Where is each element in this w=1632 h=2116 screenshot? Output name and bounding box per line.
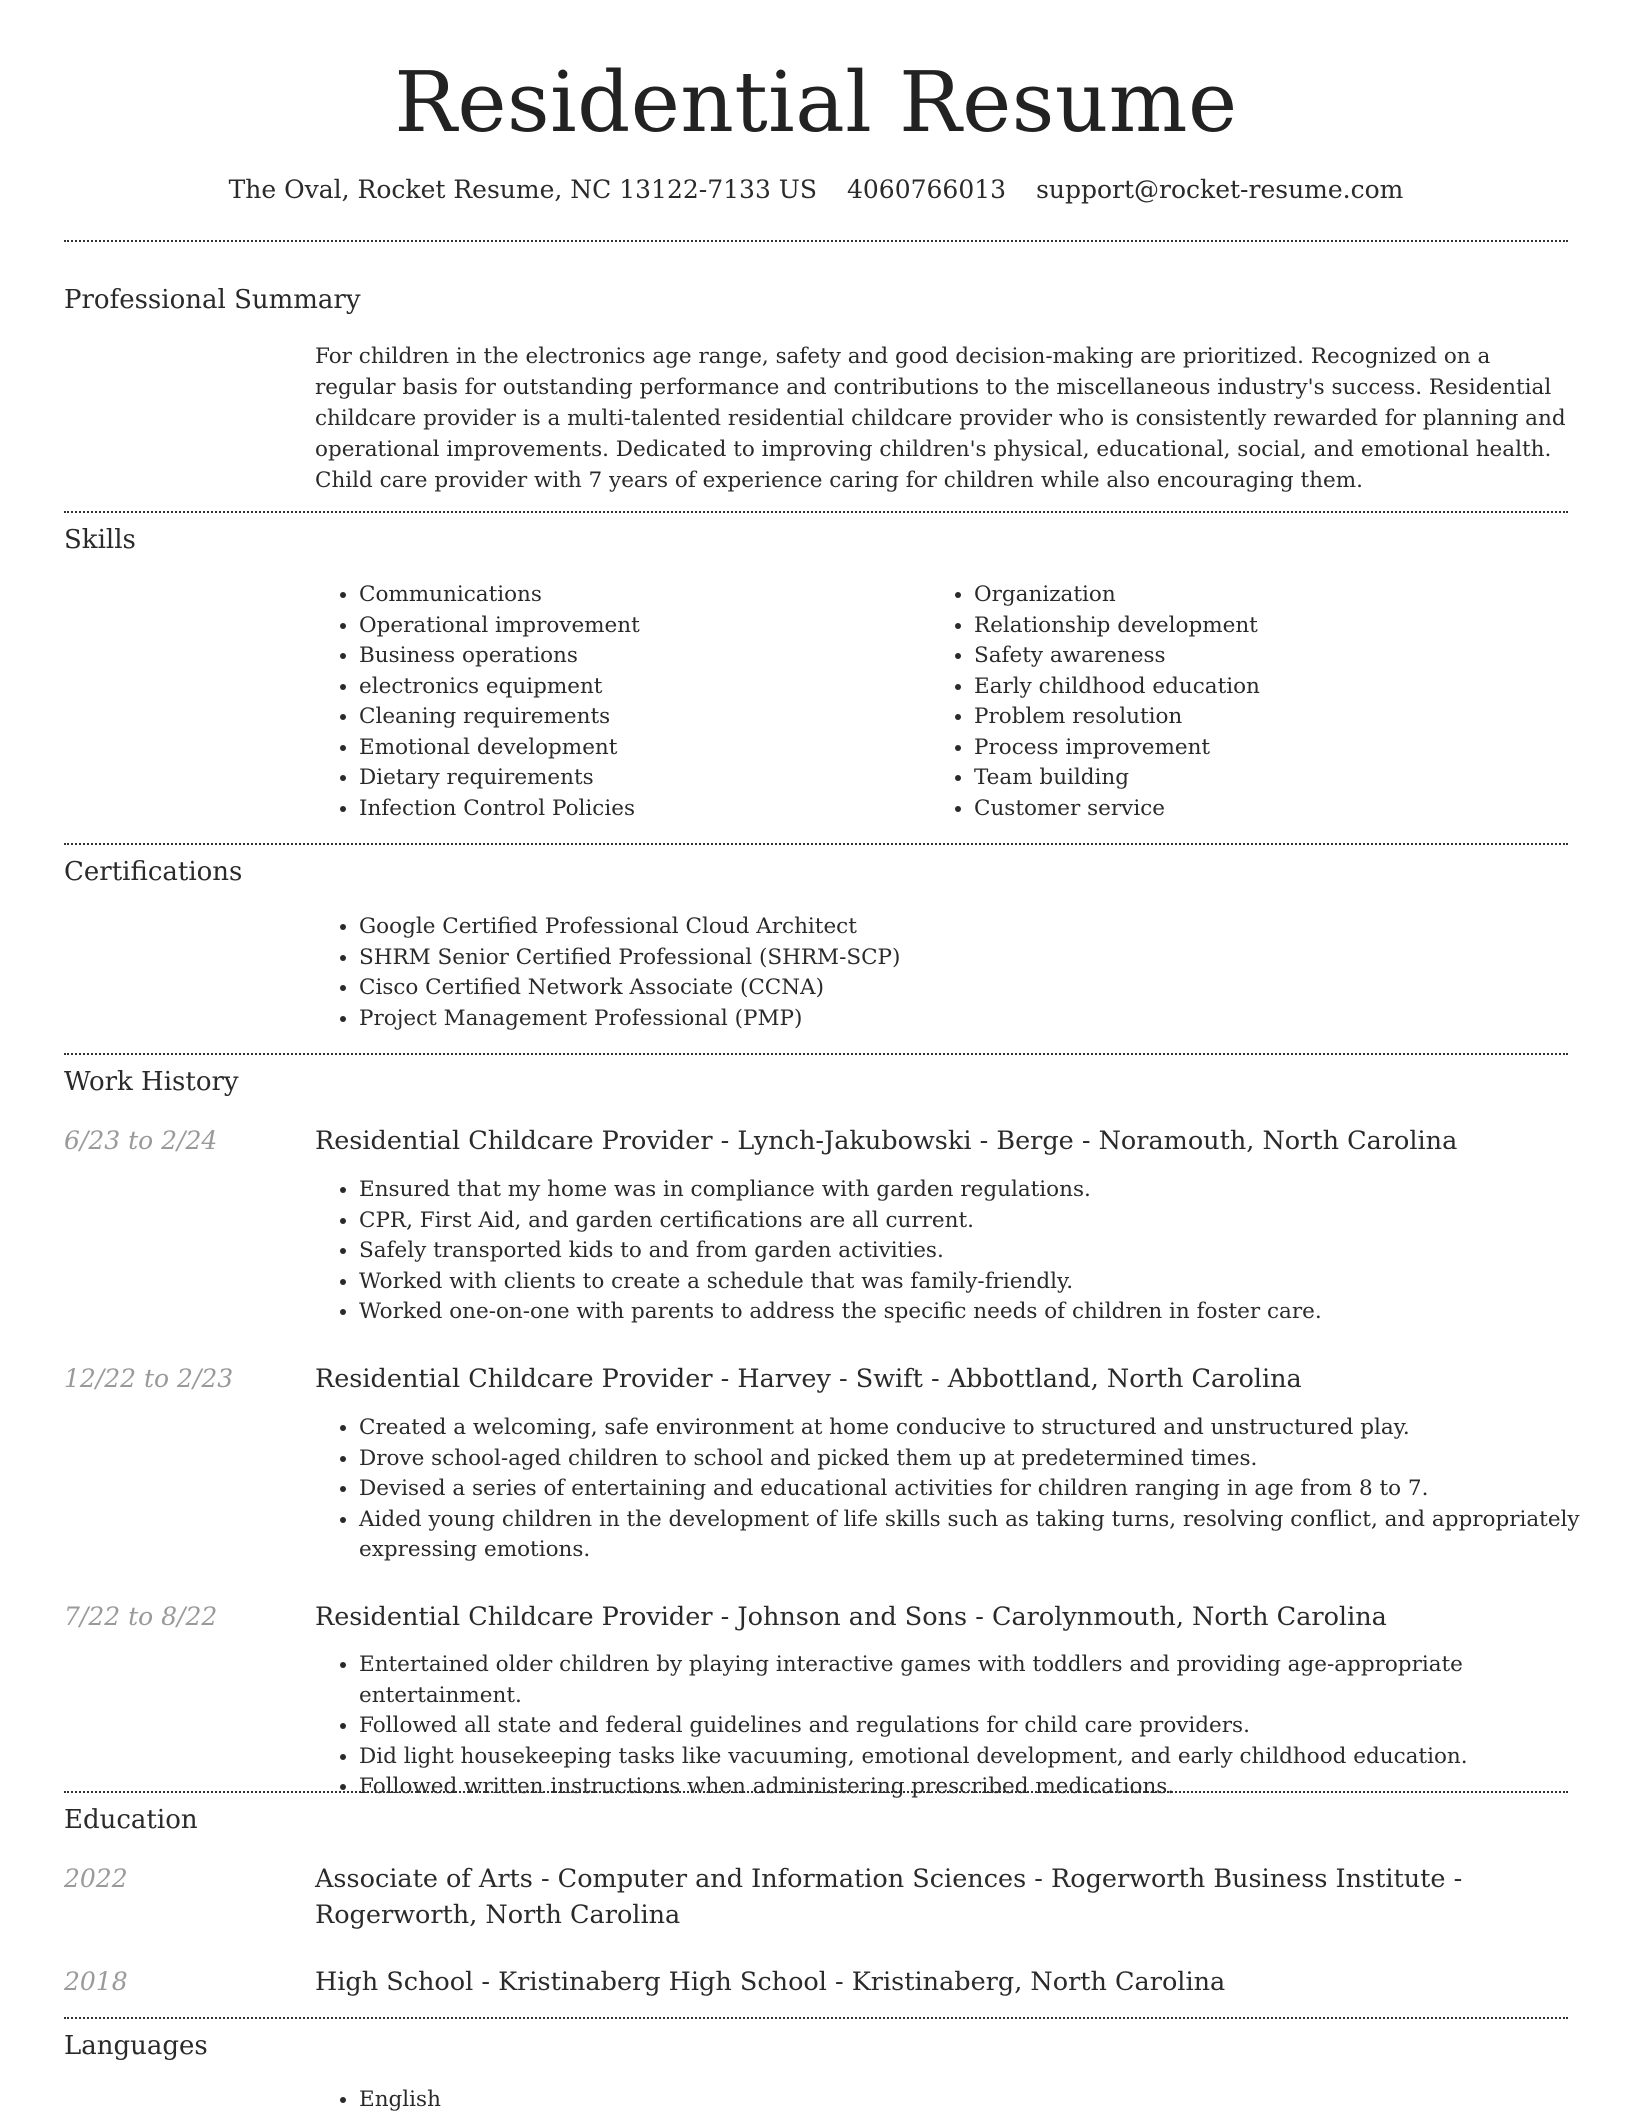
job-bullets (315, 1175, 1612, 1328)
contact-phone: 4060766013 (847, 175, 1007, 204)
job-title: Residential Childcare Provider - Harvey - Swift - Abbottland, North Carolina (315, 1364, 1302, 1394)
education-year: 2018 (64, 1967, 128, 1996)
section-divider (64, 2017, 1568, 2019)
job-bullet: • Ensured that my home was in compliance with garden regulations. (359, 1175, 1612, 1206)
skill-item: • Team building (974, 763, 1574, 794)
job-bullet: • Created a welcoming, safe environment at home conducive to structured and unstructured play. (359, 1413, 1612, 1444)
skill-item: • Process improvement (974, 733, 1574, 764)
skill-item: • Dietary requirements (359, 763, 929, 794)
certification-item: • Cisco Certified Network Associate (CCNA) (359, 973, 1559, 1004)
skill-item: • Communications (359, 580, 929, 611)
section-title-certifications: Certifications (64, 857, 243, 887)
job-bullet: • Safely transported kids to and from garden activities. (359, 1236, 1612, 1267)
education-year: 2022 (64, 1864, 128, 1893)
skill-item: • electronics equipment (359, 672, 929, 703)
skill-item: • Relationship development (974, 611, 1574, 642)
section-divider (64, 1791, 1568, 1793)
section-title-languages: Languages (64, 2031, 208, 2061)
resume-name: Residential Resume (394, 54, 1238, 151)
job-bullets (315, 1413, 1612, 1566)
skill-item: • Emotional development (359, 733, 929, 764)
certification-item: • Google Certified Professional Cloud Architect (359, 912, 1559, 943)
education-title: High School - Kristinaberg High School - Kristinaberg, North Carolina (315, 1967, 1226, 1997)
job-bullet: • Followed all state and federal guidelines and regulations for child care providers. (359, 1711, 1612, 1742)
skills-list-left (315, 580, 929, 824)
languages-list (315, 2085, 1559, 2116)
summary-text: For children in the electronics age range, safety and good decision-making are prioritized. Recognized on a regular basis for outstanding performance and contributions to the miscellaneous industry's success. Residential childcare provider is a multi-talented residential childcare provider who is consistently rewarded for planning and operational improvements. Dedicated to improving children's physical, educational, social, and emotional health. Child care provider with 7 years of experience caring for children while also encouraging them. (315, 344, 1566, 493)
skill-item: • Safety awareness (974, 641, 1574, 672)
job-dates: 6/23 to 2/24 (64, 1126, 218, 1155)
skill-item: • Early childhood education (974, 672, 1574, 703)
skill-item: • Customer service (974, 794, 1574, 825)
section-title-work: Work History (64, 1067, 239, 1097)
contact-line (0, 172, 1632, 208)
job-bullet: • Worked one-on-one with parents to address the specific needs of children in foster care. (359, 1297, 1612, 1328)
section-title-education: Education (64, 1805, 198, 1835)
skill-item: • Problem resolution (974, 702, 1574, 733)
skill-item: • Cleaning requirements (359, 702, 929, 733)
skill-item: • Operational improvement (359, 611, 929, 642)
language-item: • English (359, 2085, 1559, 2116)
certification-item: • SHRM Senior Certified Professional (SHRM-SCP) (359, 943, 1559, 974)
certifications-list (315, 912, 1559, 1034)
section-title-skills: Skills (64, 525, 136, 555)
job-bullet: • Worked with clients to create a schedule that was family-friendly. (359, 1267, 1612, 1298)
skill-item: • Business operations (359, 641, 929, 672)
skill-item: • Infection Control Policies (359, 794, 929, 825)
contact-address: The Oval, Rocket Resume, NC 13122-7133 US (228, 175, 817, 204)
section-divider (64, 843, 1568, 845)
job-title: Residential Childcare Provider - Lynch-Jakubowski - Berge - Noramouth, North Carolina (315, 1126, 1458, 1156)
job-bullet: • Followed written instructions when administering prescribed medications. (359, 1772, 1612, 1803)
contact-email: support@rocket-resume.com (1036, 175, 1404, 204)
skill-item: • Organization (974, 580, 1574, 611)
job-bullet: • Devised a series of entertaining and educational activities for children ranging in age from 8 to 7. (359, 1474, 1612, 1505)
section-title-summary: Professional Summary (64, 285, 361, 315)
job-bullets (315, 1650, 1612, 1803)
job-bullet: • Entertained older children by playing interactive games with toddlers and providing age-appropriate entertainment. (359, 1650, 1612, 1711)
job-dates: 12/22 to 2/23 (64, 1364, 234, 1393)
job-bullet: • CPR, First Aid, and garden certifications are all current. (359, 1206, 1612, 1237)
certification-item: • Project Management Professional (PMP) (359, 1004, 1559, 1035)
job-title: Residential Childcare Provider - Johnson and Sons - Carolynmouth, North Carolina (315, 1602, 1387, 1632)
job-bullet: • Drove school-aged children to school and picked them up at predetermined times. (359, 1444, 1612, 1475)
skills-list-right (930, 580, 1574, 824)
education-title: Associate of Arts - Computer and Information Sciences - Rogerworth Business Institute - Rogerworth, North Carolina (315, 1864, 1463, 1930)
section-divider (64, 1053, 1568, 1055)
section-divider (64, 511, 1568, 513)
job-bullet: • Aided young children in the development of life skills such as taking turns, resolving conflict, and appropriately expressing emotions. (359, 1505, 1612, 1566)
section-divider (64, 240, 1568, 242)
job-bullet: • Did light housekeeping tasks like vacuuming, emotional development, and early childhood education. (359, 1742, 1612, 1773)
job-dates: 7/22 to 8/22 (64, 1602, 218, 1631)
